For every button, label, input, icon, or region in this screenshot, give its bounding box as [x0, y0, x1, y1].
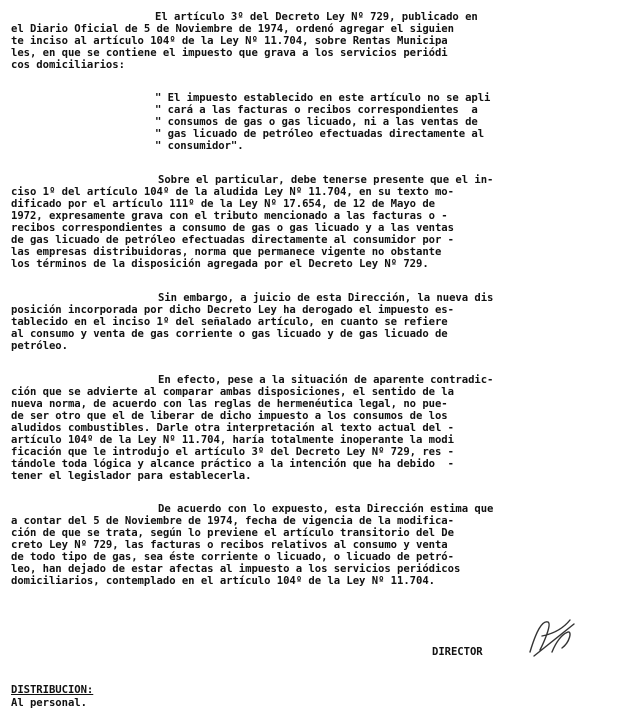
paragraph-3-line-1: Sin embargo, a juicio de esta Dirección, la nueva dis	[158, 292, 494, 304]
paragraph-2-line-7: las empresas distribuidoras, norma que permanece vigente no obstante	[11, 246, 442, 258]
paragraph-1-line-1: El artículo 3º del Decreto Ley Nº 729, publicado en	[155, 11, 478, 23]
paragraph-5-line-5: de todo tipo de gas, sea éste corriente o licuado, o licuado de petró-	[11, 551, 454, 563]
paragraph-5-line-2: a contar del 5 de Noviembre de 1974, fecha de vigencia de la modifica-	[11, 515, 454, 527]
paragraph-5-line-6: leo, han dejado de estar afectas al impuesto a los servicios periódicos	[11, 563, 461, 575]
paragraph-4-line-4: de ser otro que el de liberar de dicho impuesto a los consumos de los	[11, 410, 448, 422]
quote-line-2: " cará a las facturas o recibos correspondientes a	[155, 104, 478, 116]
paragraph-5-line-3: ción de que se trata, según lo previene el artículo transitorio del De	[11, 527, 454, 539]
paragraph-1-line-5: cos domiciliarios:	[11, 59, 125, 71]
quote-line-1: " El impuesto establecido en este artículo no se apli	[155, 92, 491, 104]
paragraph-5-line-1: De acuerdo con lo expuesto, esta Dirección estima que	[158, 503, 494, 515]
paragraph-5-line-4: creto Ley Nº 729, las facturas o recibos relativos al consumo y venta	[11, 539, 448, 551]
paragraph-3-line-2: posición incorporada por dicho Decreto Ley ha derogado el impuesto es-	[11, 304, 454, 316]
paragraph-3-line-4: al consumo y venta de gas corriente o gas licuado y de gas licuado de	[11, 328, 448, 340]
paragraph-2-line-3: dificado por el artículo 111º de la Ley Nº 17.654, de 12 de Mayo de	[11, 198, 435, 210]
paragraph-2-line-5: recibos correspondientes a consumo de gas o gas licuado y a las ventas	[11, 222, 454, 234]
paragraph-2-line-2: ciso 1º del artículo 104º de la aludida Ley Nº 11.704, en su texto mo-	[11, 186, 454, 198]
quote-line-5: " consumidor".	[155, 140, 244, 152]
paragraph-4-line-2: ción que se advierte al comparar ambas disposiciones, el sentido de la	[11, 386, 454, 398]
quote-line-3: " consumos de gas o gas licuado, ni a las ventas de	[155, 116, 478, 128]
paragraph-4-line-8: tándole toda lógica y alcance práctico a la intención que ha debido -	[11, 458, 454, 470]
paragraph-4-line-7: ficación que le introdujo el artículo 3º del Decreto Ley Nº 729, res -	[11, 446, 454, 458]
paragraph-1-line-4: les, en que se contiene el impuesto que grava a los servicios periódi	[11, 47, 448, 59]
paragraph-1-line-2: el Diario Oficial de 5 de Noviembre de 1974, ordenó agregar el siguien	[11, 23, 454, 35]
paragraph-4-line-3: nueva norma, de acuerdo con las reglas de hermenéutica legal, no pue-	[11, 398, 448, 410]
paragraph-1-line-3: te inciso al artículo 104º de la Ley Nº 11.704, sobre Rentas Municipa	[11, 35, 448, 47]
paragraph-2-line-6: de gas licuado de petróleo efectuadas directamente al consumidor por -	[11, 234, 454, 246]
paragraph-4-line-5: aludidos combustibles. Darle otra interpretación al texto actual del -	[11, 422, 454, 434]
quote-line-4: " gas licuado de petróleo efectuadas directamente al	[155, 128, 485, 140]
paragraph-4-line-1: En efecto, pese a la situación de aparente contradic-	[158, 374, 494, 386]
handwritten-signature	[522, 612, 582, 662]
paragraph-2-line-4: 1972, expresamente grava con el tributo mencionado a las facturas o -	[11, 210, 448, 222]
paragraph-4-line-6: artículo 104º de la Ley Nº 11.704, haría totalmente inoperante la modi	[11, 434, 454, 446]
paragraph-3-line-3: tablecido en el inciso 1º del señalado artículo, en cuanto se refiere	[11, 316, 448, 328]
paragraph-5-line-7: domiciliarios, contemplado en el artículo 104º de la Ley Nº 11.704.	[11, 575, 435, 587]
paragraph-2-line-1: Sobre el particular, debe tenerse presente que el in-	[158, 174, 494, 186]
paragraph-2-line-8: los términos de la disposición agregada por el Decreto Ley Nº 729.	[11, 258, 429, 270]
distribution-value: Al personal.	[11, 697, 87, 709]
signatory-title: DIRECTOR	[432, 646, 483, 658]
paragraph-4-line-9: tener el legislador para establecerla.	[11, 470, 252, 482]
paragraph-3-line-5: petróleo.	[11, 340, 68, 352]
distribution-label: DISTRIBUCION:	[11, 684, 94, 696]
